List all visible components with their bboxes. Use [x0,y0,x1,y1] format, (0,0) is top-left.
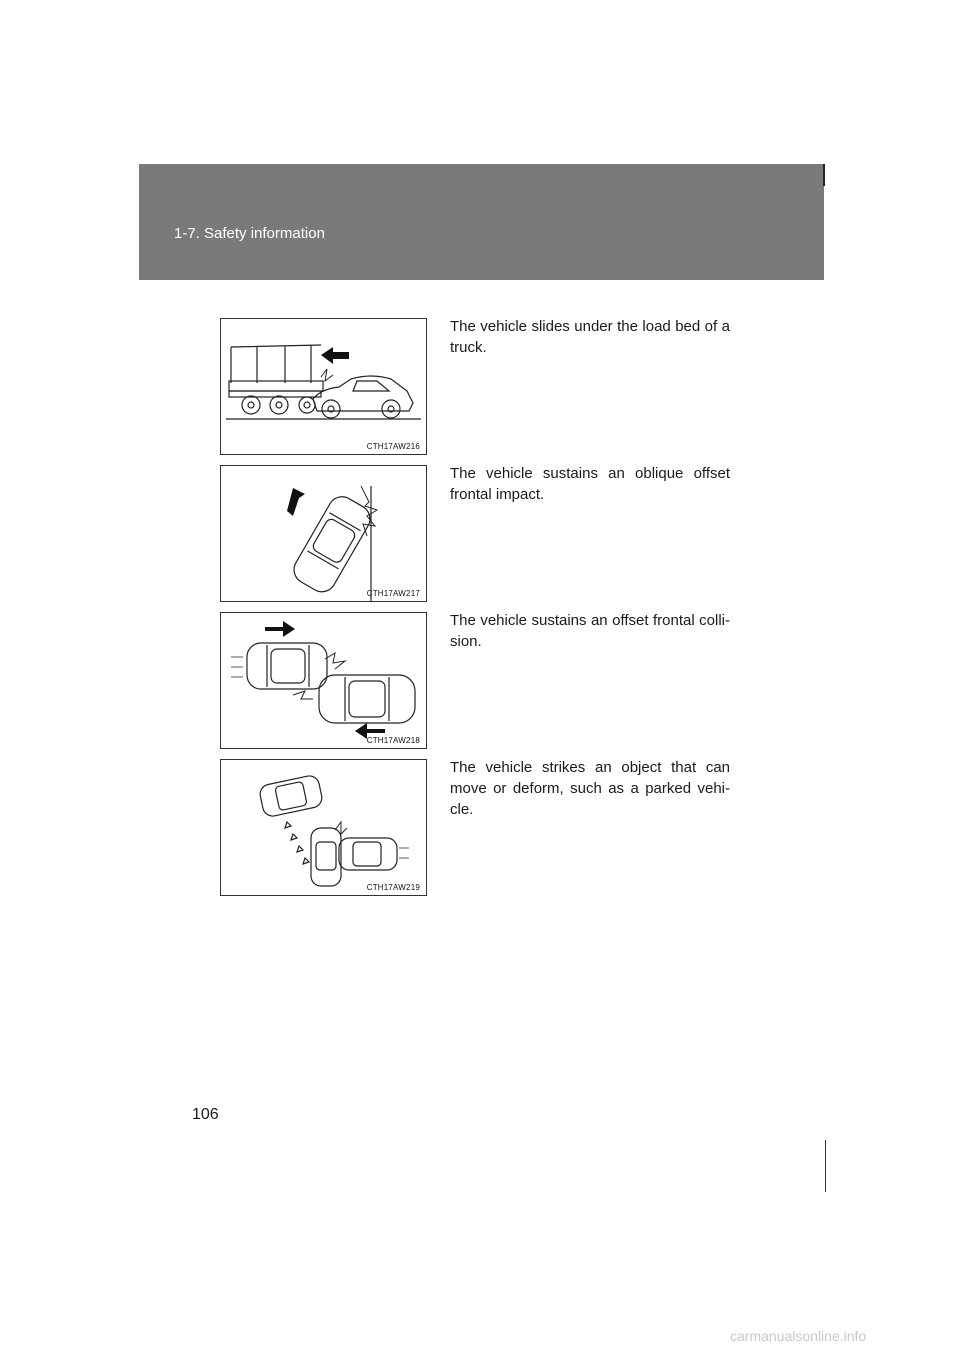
truck-underride-drawing [221,319,427,455]
figure-code: CTH17AW218 [366,736,420,745]
watermark: carmanualsonline.info [730,1328,867,1344]
illustration-offset-collision [220,612,427,749]
description-oblique-impact: The vehicle sustains an oblique offset frontal impact. [450,465,730,503]
oblique-impact-drawing [221,466,427,602]
illustration-oblique-impact [220,465,427,602]
illustration-truck-underride [220,318,427,455]
margin-tick [825,1140,826,1192]
parked-vehicle-drawing [221,760,427,896]
page-number: 106 [192,1106,219,1123]
figure-code: CTH17AW219 [366,883,420,892]
description-parked-vehicle: The vehicle strikes an object that can move or deform, such as a parked vehi-cle. [450,759,730,818]
offset-collision-drawing [221,613,427,749]
section-title: 1-7. Safety information [174,225,325,242]
description-truck-underride: The vehicle slides under the load bed of a truck. [450,318,730,356]
illustration-parked-vehicle [220,759,427,896]
figure-code: CTH17AW217 [366,589,420,598]
description-offset-collision: The vehicle sustains an offset frontal colli-sion. [450,612,730,650]
header-band [139,164,824,280]
corner-tick [823,164,825,186]
figure-code: CTH17AW216 [366,442,420,451]
